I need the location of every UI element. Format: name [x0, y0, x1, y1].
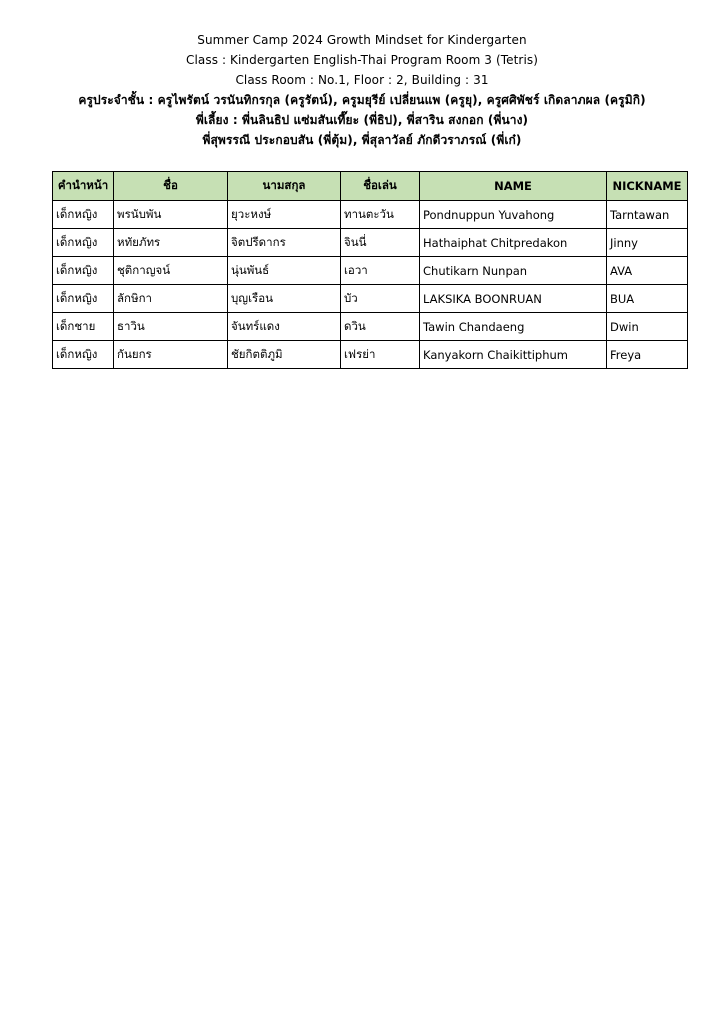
cell-first-name: ธาวิน [114, 313, 228, 341]
cell-nickname-thai: จินนี่ [341, 229, 420, 257]
cell-nickname: Tarntawan [607, 201, 688, 229]
cell-prefix: เด็กหญิง [53, 285, 114, 313]
cell-first-name: ลักษิกา [114, 285, 228, 313]
cell-last-name: ชัยกิตติภูมิ [228, 341, 341, 369]
cell-name: Pondnuppun Yuvahong [420, 201, 607, 229]
cell-nickname-thai: บัว [341, 285, 420, 313]
nannies-line-2: พี่สุพรรณี ประกอบสัน (พี่ตุ้ม), พี่สุลาวัลย์ ภักดีวราภรณ์ (พี่เก๋) [202, 133, 522, 147]
cell-nickname: AVA [607, 257, 688, 285]
cell-name: Hathaiphat Chitpredakon [420, 229, 607, 257]
cell-first-name: ชุติกาญจน์ [114, 257, 228, 285]
cell-nickname-thai: ทานตะวัน [341, 201, 420, 229]
cell-name: LAKSIKA BOONRUAN [420, 285, 607, 313]
cell-name: Kanyakorn Chaikittiphum [420, 341, 607, 369]
cell-last-name: จันทร์แดง [228, 313, 341, 341]
cell-first-name: กันยกร [114, 341, 228, 369]
document-header [0, 30, 724, 150]
cell-last-name: ยุวะหงษ์ [228, 201, 341, 229]
cell-first-name: พรนับพัน [114, 201, 228, 229]
cell-nickname-thai: เฟรย่า [341, 341, 420, 369]
table-row [53, 257, 688, 285]
column-header-nickname-thai: ชื่อเล่น [341, 172, 420, 201]
table-row [53, 201, 688, 229]
cell-name: Tawin Chandaeng [420, 313, 607, 341]
column-header-nickname: NICKNAME [607, 172, 688, 201]
cell-nickname-thai: ดวิน [341, 313, 420, 341]
table-row [53, 285, 688, 313]
cell-nickname: Dwin [607, 313, 688, 341]
camp-title: Summer Camp 2024 Growth Mindset for Kindergarten [197, 33, 527, 47]
class-line: Class : Kindergarten English-Thai Program Room 3 (Tetris) [185, 53, 539, 67]
cell-prefix: เด็กหญิง [53, 201, 114, 229]
column-header-prefix: คำนำหน้า [53, 172, 114, 201]
table-header-row [53, 172, 688, 201]
cell-first-name: หทัยภัทร [114, 229, 228, 257]
column-header-first-name: ชื่อ [114, 172, 228, 201]
cell-last-name: จิตปรีดากร [228, 229, 341, 257]
cell-name: Chutikarn Nunpan [420, 257, 607, 285]
table-row [53, 341, 688, 369]
cell-nickname: Freya [607, 341, 688, 369]
cell-nickname: Jinny [607, 229, 688, 257]
table-row [53, 313, 688, 341]
nannies-line-1: พี่เลี้ยง : พี่นลินธิป แซ่มสันเที๊ยะ (พี่ธิป), พี่สาริน สงกอก (พี่นาง) [195, 113, 529, 127]
column-header-name: NAME [420, 172, 607, 201]
teachers-line: ครูประจำชั้น : ครูไพรัตน์ วรนันทิกรกุล (ครูรัตน์), ครูมยุรีย์ เปลี่ยนแพ (ครูยุ), ครูศศิพัชร์ เกิดลาภผล (ครูมิกิ) [78, 93, 646, 107]
cell-prefix: เด็กชาย [53, 313, 114, 341]
column-header-last-name: นามสกุล [228, 172, 341, 201]
cell-last-name: นุ่นพันธ์ [228, 257, 341, 285]
classroom-line: Class Room : No.1, Floor : 2, Building : 31 [235, 73, 489, 87]
cell-prefix: เด็กหญิง [53, 229, 114, 257]
cell-prefix: เด็กหญิง [53, 257, 114, 285]
cell-last-name: บุญเรือน [228, 285, 341, 313]
student-roster-table [52, 171, 688, 369]
cell-nickname-thai: เอวา [341, 257, 420, 285]
table-row [53, 229, 688, 257]
cell-prefix: เด็กหญิง [53, 341, 114, 369]
cell-nickname: BUA [607, 285, 688, 313]
